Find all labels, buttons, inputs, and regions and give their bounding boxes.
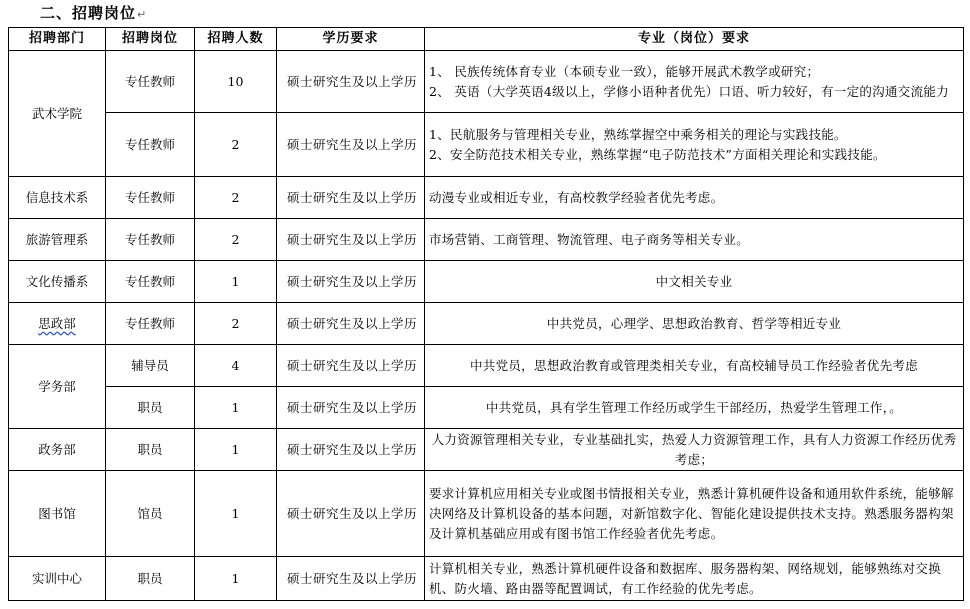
table-row (9, 261, 964, 303)
count-cell: 1 (195, 557, 277, 601)
education-cell: 硕士研究生及以上学历 (277, 345, 425, 387)
education-cell: 硕士研究生及以上学历 (277, 557, 425, 601)
requirement-cell: 计算机相关专业，熟悉计算机硬件设备和数据库、服务器构架、网络规划，能够熟练对交换机、防火墙、路由器等配置调试，有工作经验的优先考虑。 (425, 557, 964, 601)
requirement-cell: 中共党员，心理学、思想政治教育、哲学等相近专业 (425, 303, 964, 345)
education-cell: 硕士研究生及以上学历 (277, 113, 425, 177)
table-row (9, 113, 964, 177)
position-cell: 职员 (106, 429, 195, 471)
requirement-cell: 要求计算机应用相关专业或图书情报相关专业，熟悉计算机硬件设备和通用软件系统，能够解决网络及计算机设备的基本问题，对新馆数字化、智能化建设提供技术支持。熟悉服务器构架及计算机基础应用或有图书馆工作经验者优先考虑。 (425, 471, 964, 557)
count-cell: 1 (195, 387, 277, 429)
education-cell: 硕士研究生及以上学历 (277, 303, 425, 345)
position-cell: 辅导员 (106, 345, 195, 387)
header-dept: 招聘部门 (9, 28, 106, 51)
position-cell: 专任教师 (106, 113, 195, 177)
requirement-cell: 中共党员，具有学生管理工作经历或学生干部经历，热爱学生管理工作，。 (425, 387, 964, 429)
requirement-line: 2、 英语（大学英语4级以上，学修小语种者优先）口语、听力较好，有一定的沟通交流能力 (429, 83, 949, 99)
table-row (9, 557, 964, 601)
recruitment-table (8, 27, 964, 601)
count-cell: 1 (195, 261, 277, 303)
position-cell: 职员 (106, 387, 195, 429)
education-cell: 硕士研究生及以上学历 (277, 471, 425, 557)
count-cell: 2 (195, 177, 277, 219)
table-row (9, 471, 964, 557)
table-header-row (9, 28, 964, 51)
table-row (9, 219, 964, 261)
count-cell: 2 (195, 219, 277, 261)
dept-cell: 学务部 (9, 345, 106, 429)
position-cell: 专任教师 (106, 177, 195, 219)
dept-cell: 政务部 (9, 429, 106, 471)
count-cell: 10 (195, 51, 277, 113)
requirement-cell: 动漫专业或相近专业，有高校教学经验者优先考虑。 (425, 177, 964, 219)
table-row (9, 387, 964, 429)
requirement-line: 2、安全防范技术相关专业，熟练掌握“电子防范技术”方面相关理论和实践技能。 (429, 146, 886, 162)
dept-cell: 旅游管理系 (9, 219, 106, 261)
table-row (9, 177, 964, 219)
count-cell: 2 (195, 303, 277, 345)
count-cell: 1 (195, 429, 277, 471)
requirement-line: 1、 民族传统体育专业（本硕专业一致），能够开展武术教学或研究； (429, 63, 820, 79)
dept-cell: 图书馆 (9, 471, 106, 557)
requirement-cell: 人力资源管理相关专业，专业基础扎实，热爱人力资源管理工作，具有人力资源工作经历优秀考虑； (425, 429, 964, 471)
position-cell: 专任教师 (106, 261, 195, 303)
section-title: 二、招聘岗位↵ (40, 4, 148, 22)
dept-cell: 思政部 (9, 303, 106, 345)
position-cell: 专任教师 (106, 219, 195, 261)
position-cell: 馆员 (106, 471, 195, 557)
position-cell: 专任教师 (106, 303, 195, 345)
header-count: 招聘人数 (195, 28, 277, 51)
dept-cell: 武术学院 (9, 51, 106, 177)
table-row (9, 345, 964, 387)
position-cell: 专任教师 (106, 51, 195, 113)
education-cell: 硕士研究生及以上学历 (277, 219, 425, 261)
education-cell: 硕士研究生及以上学历 (277, 261, 425, 303)
dept-cell: 实训中心 (9, 557, 106, 601)
position-cell: 职员 (106, 557, 195, 601)
requirement-line: 1、民航服务与管理相关专业，熟练掌握空中乘务相关的理论与实践技能。 (429, 126, 847, 142)
requirement-cell (425, 113, 964, 177)
dept-cell: 信息技术系 (9, 177, 106, 219)
requirement-cell: 中共党员，思想政治教育或管理类相关专业，有高校辅导员工作经验者优先考虑 (425, 345, 964, 387)
count-cell: 1 (195, 471, 277, 557)
education-cell: 硕士研究生及以上学历 (277, 51, 425, 113)
requirement-cell: 中文相关专业 (425, 261, 964, 303)
education-cell: 硕士研究生及以上学历 (277, 177, 425, 219)
dept-cell: 文化传播系 (9, 261, 106, 303)
count-cell: 4 (195, 345, 277, 387)
requirement-cell (425, 51, 964, 113)
header-position: 招聘岗位 (106, 28, 195, 51)
count-cell: 2 (195, 113, 277, 177)
header-requirements: 专业（岗位）要求 (425, 28, 964, 51)
header-education: 学历要求 (277, 28, 425, 51)
education-cell: 硕士研究生及以上学历 (277, 429, 425, 471)
requirement-cell: 市场营销、工商管理、物流管理、电子商务等相关专业。 (425, 219, 964, 261)
table-row (9, 303, 964, 345)
table-row (9, 51, 964, 113)
table-row (9, 429, 964, 471)
education-cell: 硕士研究生及以上学历 (277, 387, 425, 429)
